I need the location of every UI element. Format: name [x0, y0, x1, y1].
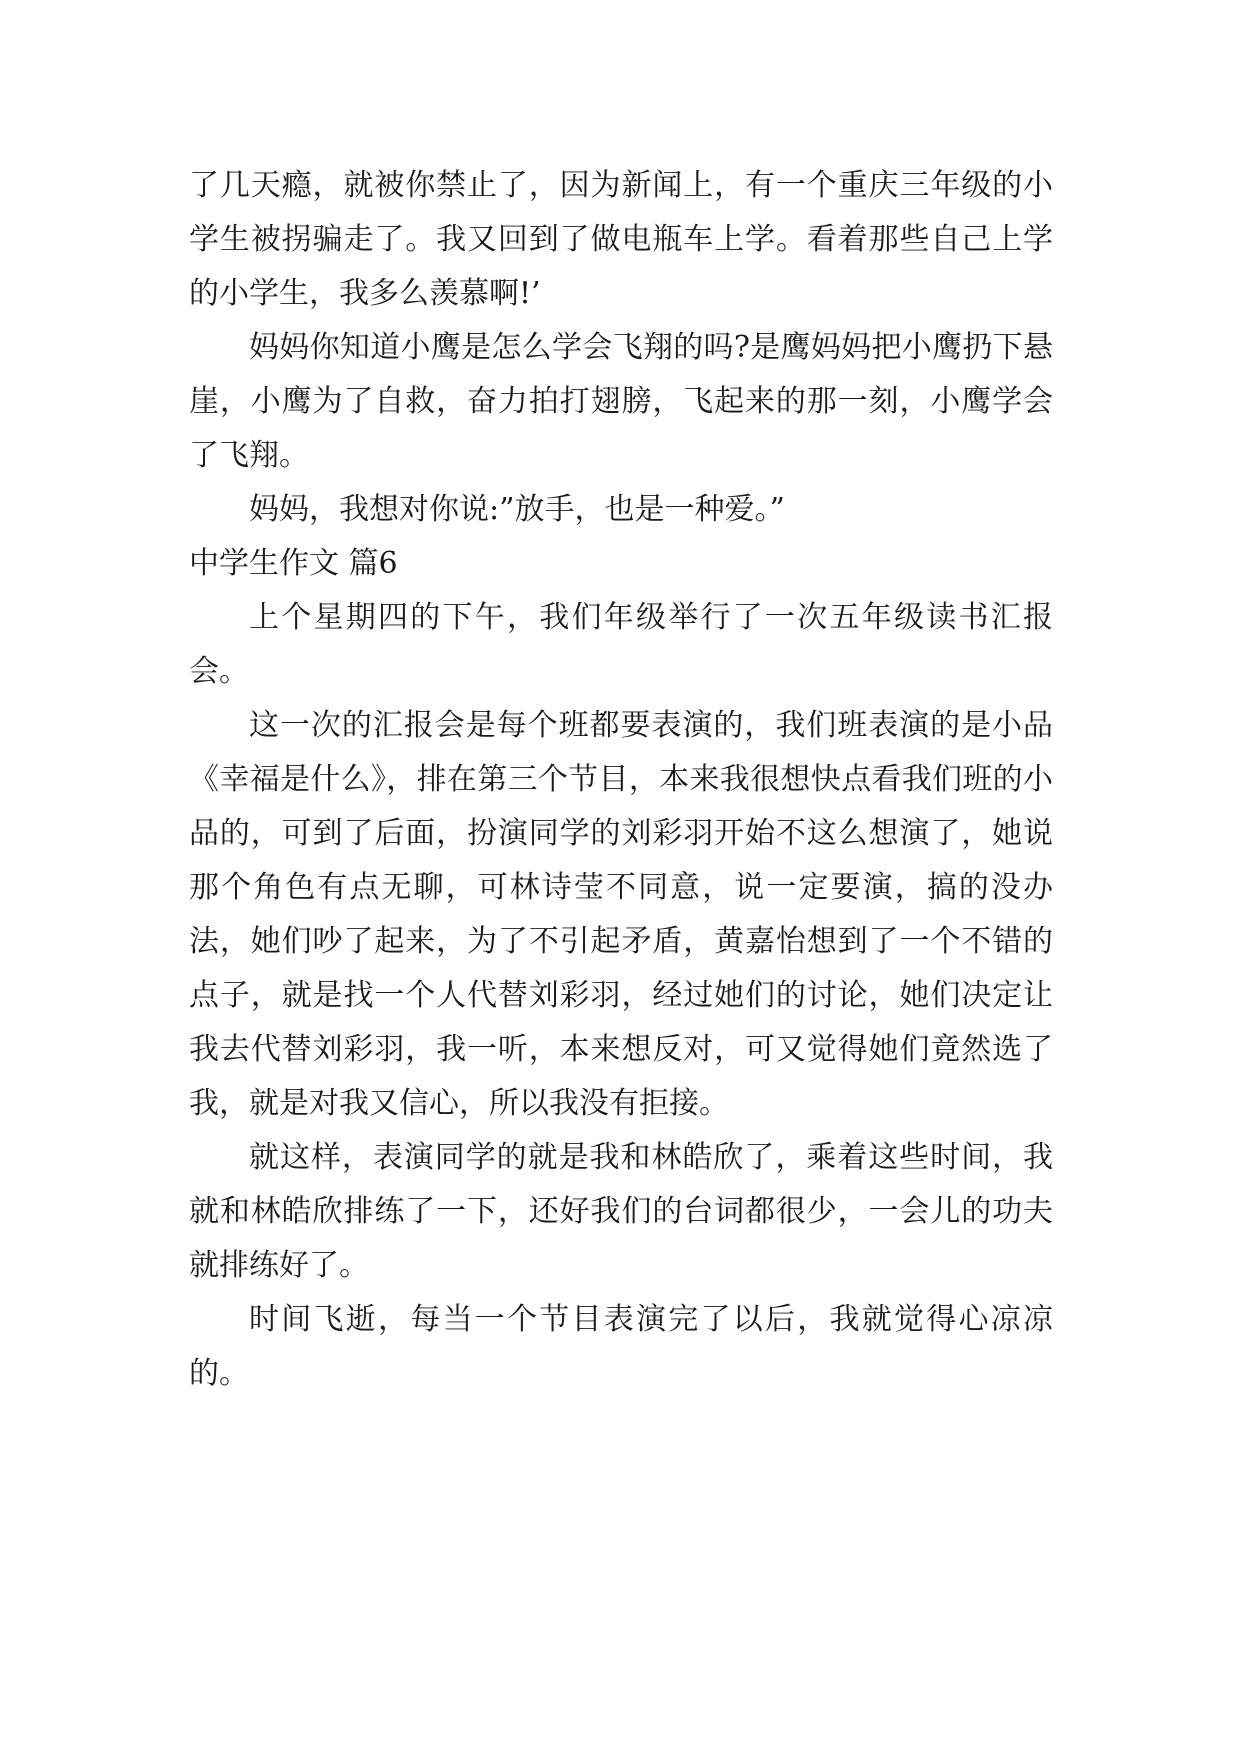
paragraph-let-go: 妈妈，我想对你说:”放手，也是一种爱。” [249, 492, 785, 527]
paragraph-continuation: 了几天瘾，就被你禁止了，因为新闻上，有一个重庆三年级的小学生被拐骗走了。我又回到了做电瓶车上学。看着那些自己上学的小学生，我多么羡慕啊!’ [189, 168, 1053, 311]
paragraph-report: 这一次的汇报会是每个班都要表演的，我们班表演的是小品《幸福是什么》，排在第三个节目，本来我很想快点看我们班的小品的，可到了后面，扮演同学的刘彩羽开始不这么想演了，她说那个角色有点无聊，可林诗莹不同意，说一定要演，搞的没办法，她们吵了起来，为了不引起矛盾，黄嘉怡想到了一个不错的点子，就是找一个人代替刘彩羽，经过她们的讨论，她们决定让我去代替刘彩羽，我一听，本来想反对，可又觉得她们竟然选了我，就是对我又信心，所以我没有拒接。 [189, 708, 1053, 1121]
section-heading: 中学生作文 篇6 [189, 546, 398, 581]
paragraph-intro: 上个星期四的下午，我们年级举行了一次五年级读书汇报会。 [189, 600, 1053, 689]
paragraph-rehearse: 就这样，表演同学的就是我和林皓欣了，乘着这些时间，我就和林皓欣排练了一下，还好我们的台词都很少，一会儿的功夫就排练好了。 [189, 1140, 1053, 1283]
paragraph-eagle: 妈妈你知道小鹰是怎么学会飞翔的吗?是鹰妈妈把小鹰扔下悬崖，小鹰为了自救，奋力拍打翅膀，飞起来的那一刻，小鹰学会了飞翔。 [189, 330, 1053, 473]
document-body [189, 159, 1053, 1401]
paragraph-time: 时间飞逝，每当一个节目表演完了以后，我就觉得心凉凉的。 [189, 1302, 1053, 1391]
